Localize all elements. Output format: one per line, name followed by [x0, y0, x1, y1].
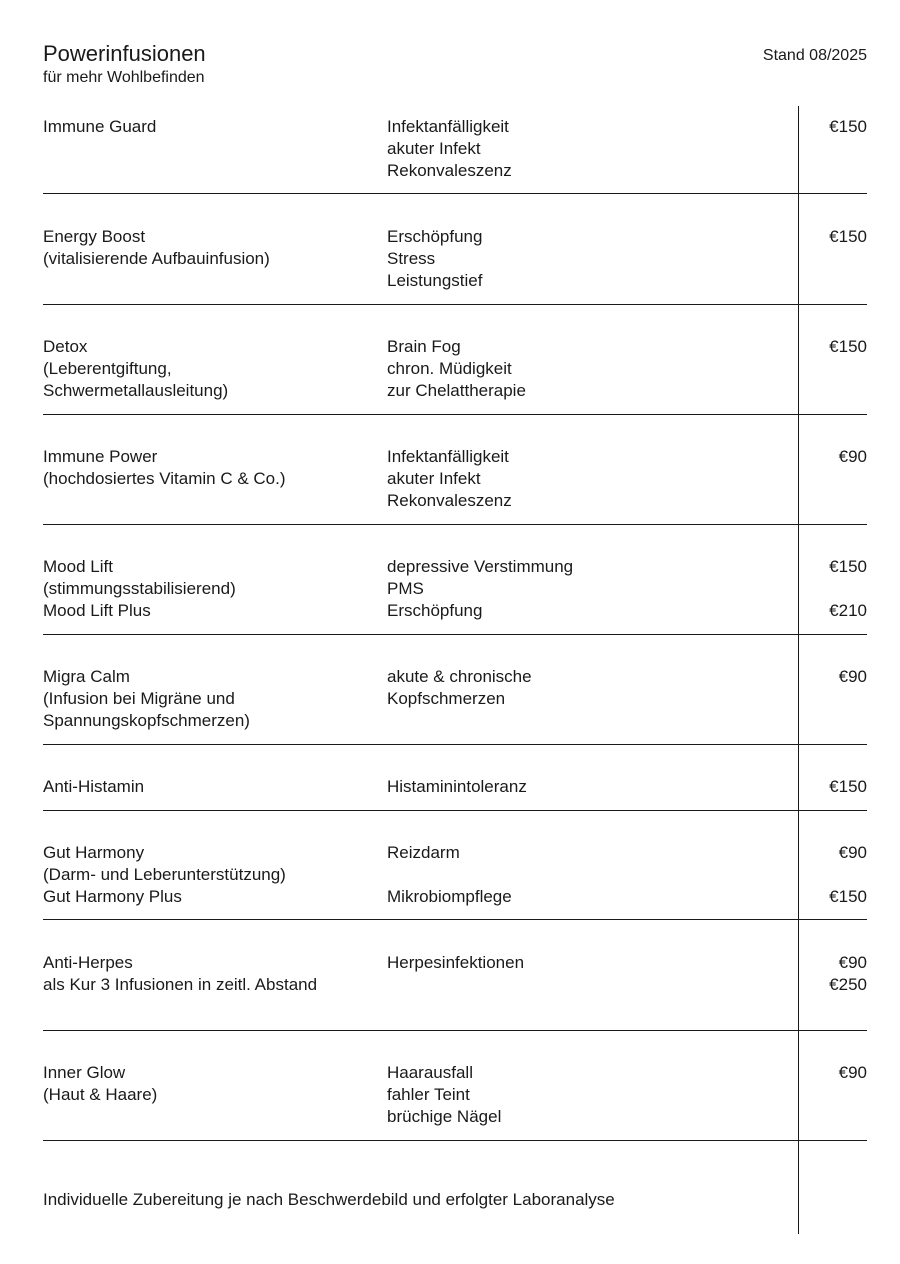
indications-cell [387, 842, 787, 908]
price-row [43, 1057, 867, 1141]
indications-line: Reizdarm [387, 843, 460, 862]
row-separator [43, 634, 867, 635]
price-line: €150 [829, 887, 867, 906]
indications-line: Mikrobiompflege [387, 887, 512, 906]
treatment-name-cell [43, 556, 373, 622]
treatment-name-line: (stimmungsstabilisierend) [43, 579, 236, 598]
treatment-name-cell [43, 842, 373, 908]
treatment-name-cell [43, 776, 373, 798]
indications-line: chron. Müdigkeit [387, 359, 512, 378]
price-line [797, 578, 867, 600]
indications-line: Brain Fog [387, 337, 461, 356]
treatment-name-line: (hochdosiertes Vitamin C & Co.) [43, 469, 286, 488]
treatment-name-line: Migra Calm [43, 667, 130, 686]
treatment-name-cell [43, 226, 373, 270]
row-separator [43, 919, 867, 920]
price-cell [797, 1062, 867, 1084]
indications-line: Histaminintoleranz [387, 777, 527, 796]
price-row [43, 441, 867, 525]
price-line: €90 [838, 843, 867, 862]
treatment-name-cell [43, 336, 373, 402]
treatment-name-line: Anti-Histamin [43, 777, 145, 796]
indications-line [387, 864, 787, 886]
indications-line: Rekonvaleszenz [387, 491, 512, 510]
treatment-name-line: Immune Power [43, 447, 158, 466]
treatment-name-cell [43, 116, 373, 138]
treatment-name-line: Schwermetallausleitung) [43, 381, 229, 400]
price-row [43, 947, 867, 1031]
treatment-name-line: Immune Guard [43, 117, 157, 136]
row-separator [43, 1030, 867, 1031]
treatment-name-line: Anti-Herpes [43, 953, 133, 972]
treatment-name-line: (vitalisierende Aufbauinfusion) [43, 249, 270, 268]
indications-cell [387, 446, 787, 512]
page-title: Powerinfusionen [43, 41, 206, 66]
treatment-name-cell [43, 952, 373, 996]
price-row [43, 111, 867, 194]
price-cell [797, 952, 867, 996]
row-separator [43, 744, 867, 745]
price-line [797, 864, 867, 886]
row-separator [43, 193, 867, 194]
indications-line: Kopfschmerzen [387, 689, 506, 708]
indications-cell [387, 116, 787, 182]
price-cell [797, 666, 867, 688]
indications-line: Herpesinfektionen [387, 953, 525, 972]
indications-cell [387, 226, 787, 292]
price-row [43, 331, 867, 415]
price-line: €250 [829, 975, 867, 994]
indications-line: Stress [387, 249, 436, 268]
price-cell [797, 842, 867, 908]
indications-line: Infektanfälligkeit [387, 117, 509, 136]
indications-cell [387, 556, 787, 622]
indications-cell [387, 776, 787, 798]
indications-cell [387, 666, 787, 710]
row-separator [43, 304, 867, 305]
treatment-name-cell [43, 1062, 373, 1106]
indications-line: Rekonvaleszenz [387, 161, 512, 180]
indications-line: brüchige Nägel [387, 1107, 502, 1126]
price-line: €150 [829, 227, 867, 246]
price-line: €150 [829, 777, 867, 796]
price-line: €90 [838, 667, 867, 686]
price-line: €150 [829, 117, 867, 136]
indications-line: akuter Infekt [387, 469, 481, 488]
indications-cell [387, 952, 787, 974]
price-cell [797, 116, 867, 138]
treatment-name-line: als Kur 3 Infusionen in zeitl. Abstand [43, 975, 318, 994]
indications-cell [387, 1062, 787, 1128]
treatment-name-line: Gut Harmony Plus [43, 887, 182, 906]
treatment-name-line: Mood Lift Plus [43, 601, 151, 620]
treatment-name-line: (Leberentgiftung, [43, 359, 172, 378]
price-row [43, 661, 867, 745]
stand-date: Stand 08/2025 [762, 47, 867, 64]
price-line: €150 [829, 557, 867, 576]
price-row [43, 221, 867, 305]
treatment-name-line: (Infusion bei Migräne und [43, 689, 235, 708]
row-separator [43, 810, 867, 811]
footer-note: Individuelle Zubereitung je nach Beschwerdebild und erfolgter Laboranalyse [43, 1190, 615, 1209]
price-line: €90 [838, 1063, 867, 1082]
indications-line: akute & chronische [387, 667, 532, 686]
row-separator [43, 414, 867, 415]
indications-line: PMS [387, 579, 424, 598]
price-row [43, 771, 867, 811]
indications-line: Erschöpfung [387, 601, 483, 620]
row-separator [43, 524, 867, 525]
indications-line: Leistungstief [387, 271, 483, 290]
treatment-name-line: Gut Harmony [43, 843, 145, 862]
price-line: €150 [829, 337, 867, 356]
treatment-name-line: Inner Glow [43, 1063, 126, 1082]
treatment-name-line: Detox [43, 337, 88, 356]
indications-line: Infektanfälligkeit [387, 447, 509, 466]
treatment-name-cell [43, 446, 373, 490]
price-row [43, 551, 867, 635]
price-cell [797, 446, 867, 468]
page-subtitle: für mehr Wohlbefinden [43, 69, 205, 86]
indications-line: Erschöpfung [387, 227, 483, 246]
row-separator [43, 1140, 867, 1141]
price-cell [797, 226, 867, 248]
price-cell [797, 556, 867, 622]
price-cell [797, 776, 867, 798]
indications-line: fahler Teint [387, 1085, 470, 1104]
treatment-name-line: Spannungskopfschmerzen) [43, 711, 250, 730]
indications-line: akuter Infekt [387, 139, 481, 158]
treatment-name-line: (Haut & Haare) [43, 1085, 158, 1104]
treatment-name-line: Energy Boost [43, 227, 146, 246]
price-cell [797, 336, 867, 358]
treatment-name-cell [43, 666, 373, 732]
price-row [43, 837, 867, 920]
price-line: €90 [838, 447, 867, 466]
indications-cell [387, 336, 787, 402]
indications-line: zur Chelattherapie [387, 381, 526, 400]
indications-line: Haarausfall [387, 1063, 473, 1082]
treatment-name-line: Mood Lift [43, 557, 113, 576]
price-line: €210 [829, 601, 867, 620]
treatment-name-line: (Darm- und Leberunterstützung) [43, 865, 286, 884]
price-line: €90 [838, 953, 867, 972]
indications-line: depressive Verstimmung [387, 557, 574, 576]
